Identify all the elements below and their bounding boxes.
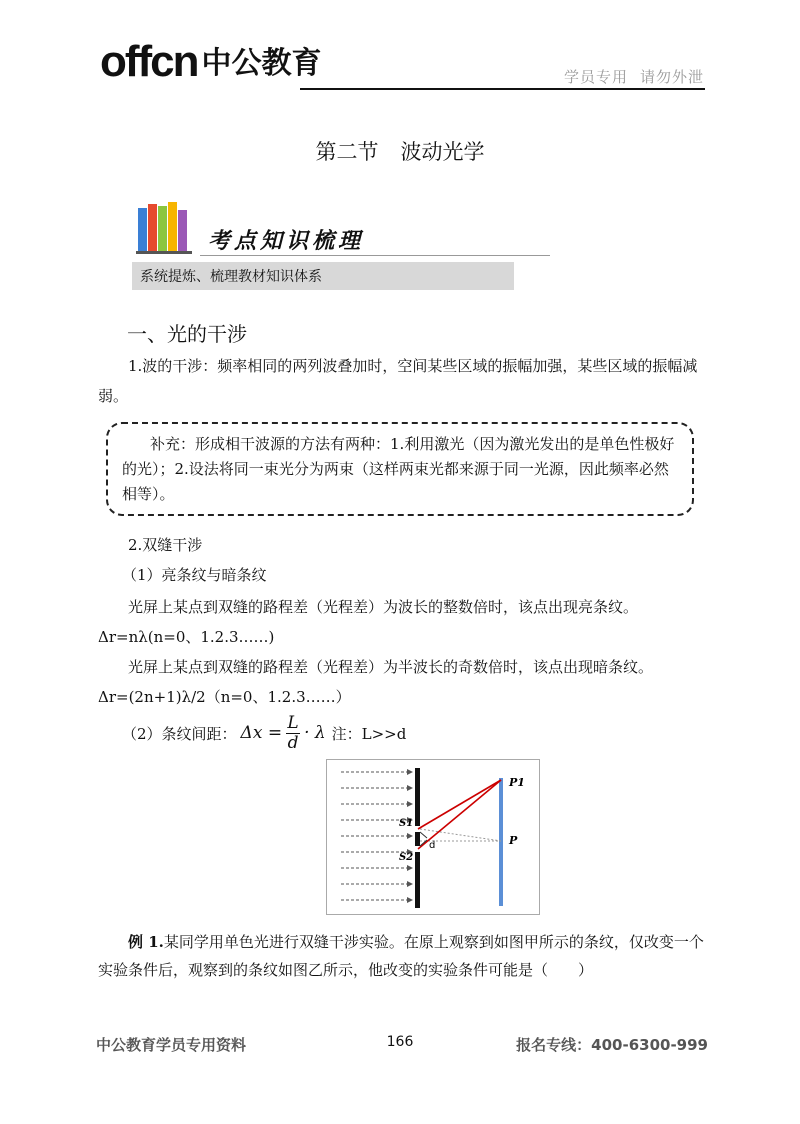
section-number: 第二节 [315,140,379,164]
page-number: 166 [386,1034,414,1050]
paragraph-bright-condition: 光屏上某点到双缝的路程差（光程差）为波长的整数倍时，该点出现亮条纹。 [128,598,639,616]
formula-bright: Δr=nλ(n=0、1.2.3……) [98,628,275,646]
header-rule [300,88,705,90]
logo-brand-cn: 中公教育 [201,46,322,81]
supplement-text: 补充：形成相干波源的方法有两种：1.利用激光（因为激光发出的是单色性极好的光）；2.设法将同一束光分为两束（这样两束光都来源于同一光源，因此频率必然相等）。 [122,435,675,503]
footer-left: 中公教育学员专用资料 [96,1036,247,1054]
logo [100,37,322,86]
logo-brand-en: offcn [100,37,198,86]
paragraph-wave-interference: 1.波的干涉：频率相同的两列波叠加时，空间某些区域的振幅加强，某些区域的振幅减弱。 [98,357,698,405]
d-marker-top [420,832,427,838]
example-text: 某同学用单色光进行双缝干涉实验。在原上观察到如图甲所示的条纹，仅改变一个实验条件后，观察到的条纹如图乙所示，他改变的实验条件可能是（ ） [98,933,704,979]
formula-delta-x: Δx = [240,723,283,743]
double-slit-diagram [326,759,540,915]
paragraph-dark-condition: 光屏上某点到双缝的路程差（光程差）为半波长的奇数倍时，该点出现暗条纹。 [128,658,654,676]
fraction-denominator: d [287,732,299,753]
books-icon [136,200,196,255]
banner-subtitle: 系统提炼、梳理教材知识体系 [140,269,322,285]
label-p: P [509,834,518,847]
label-s2: S2 [399,852,414,863]
formula-fraction [286,714,300,753]
fraction-numerator: L [287,712,299,733]
banner-title: 考点知识梳理 [208,228,365,254]
notice-students-only: 学员专用 [563,68,628,86]
slit-barrier [415,768,420,908]
fringe-spacing-label: （2）条纹间距： [122,724,237,743]
formula-dark: Δr=(2n+1)λ/2（n=0、1.2.3……） [98,688,351,706]
paragraph-double-slit: 2.双缝干涉 [128,536,203,554]
arrow-heads [407,769,413,903]
label-s1: S1 [399,818,414,829]
ray-s1-p1 [418,780,501,829]
fringe-spacing-line [122,712,406,754]
section-name: 波动光学 [400,140,485,164]
label-d: d [429,840,436,851]
notice-do-not-leak: 请勿外泄 [639,68,704,86]
section-title [0,136,800,166]
formula-note: 注：L>>d [331,724,407,743]
topic-heading: 一、光的干涉 [127,322,247,346]
formula-lambda: · λ [304,723,326,743]
header-notice [564,66,704,87]
label-p1: P1 [509,776,525,789]
footer-hotline: 报名专线：400-6300-999 [516,1036,708,1054]
ray-s2-p1 [418,780,501,849]
banner-rule [200,255,550,256]
example-1 [98,928,710,984]
paragraph-bright-dark: （1）亮条纹与暗条纹 [122,566,267,584]
example-label: 例 1. [128,933,164,951]
incident-light-arrows [341,772,407,900]
